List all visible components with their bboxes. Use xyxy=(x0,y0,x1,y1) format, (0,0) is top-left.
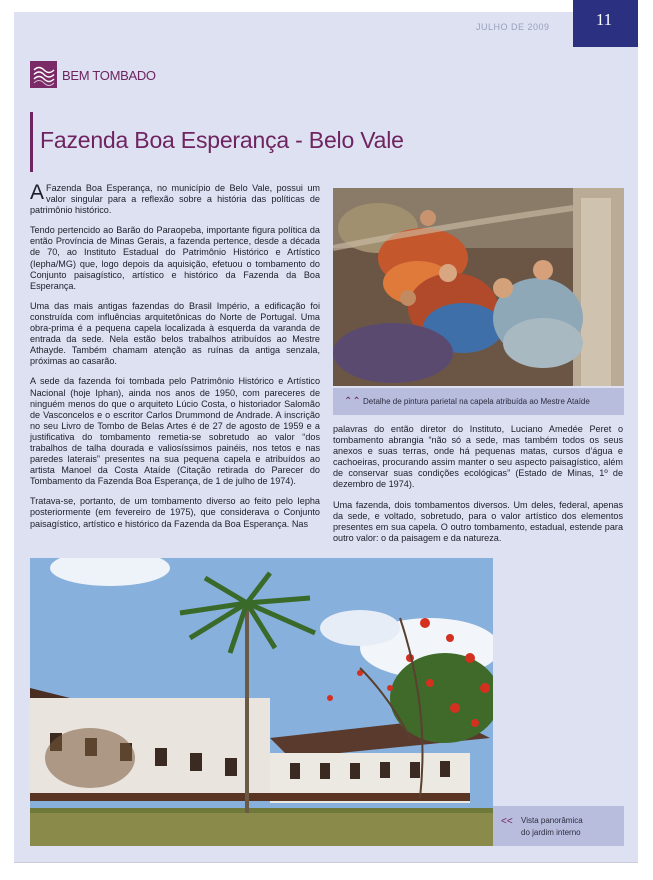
paragraph-2: Tendo pertencido ao Barão do Paraopeba, importante figura política da então Província de Minas Gerais, a fazenda pertence, desde a década de 70, ao Instituto Estadual do Patrimônio Histórico e Artístico (Iepha/MG) que, logo depois da aquisição, efetuou o tombamento do Conjunto paisagístico, artístico e histórico da Fazenda da Boa Esperança. xyxy=(30,225,320,291)
garden-caption-line-1: Vista panorâmica xyxy=(521,816,583,825)
painting-caption xyxy=(333,388,624,415)
paragraph-3: Uma das mais antigas fazendas do Brasil Império, a edificação foi construída com influências arquitetônicas do Norte de Portugal. Uma obra-prima é a pequena capela localizada à esquerda da varanda de entrada da sede. Nela estão belos trabalhos atribuídos ao Mestre Athayde. Também chamam atenção as ruínas da antiga senzala, próximas ao casarão. xyxy=(30,300,320,367)
garden-caption xyxy=(493,806,624,846)
double-chevron-left-icon: << xyxy=(501,816,513,827)
chapel-painting-photo xyxy=(333,188,624,386)
drop-cap: A xyxy=(30,181,45,204)
bem-tombado-logo-icon xyxy=(30,61,57,88)
garden-caption-text xyxy=(521,815,583,839)
article-title: Fazenda Boa Esperança - Belo Vale xyxy=(40,127,404,153)
garden-caption-line-2: do jardim interno xyxy=(521,828,581,837)
painting-caption-text: Detalhe de pintura parietal na capela atribuída ao Mestre Ataíde xyxy=(363,397,590,406)
paragraph-5: Tratava-se, portanto, de um tombamento diverso ao feito pelo Iepha posteriormente (em fevereiro de 1975), que considerava o Conjunto paisagístico, artístico e histórico da Fazenda da Boa Esperança. Nas xyxy=(30,496,320,529)
paragraph-6: palavras do então diretor do Instituto, Luciano Amedée Peret o tombamento abrangia “não só a sede, mas também todos os seus anexos e suas terras, onde há pequenas matas, cursos d’água e cachoeiras, procurando assim manter o seu aspecto paisagístico, além de conservar suas condições ecológicas” (Estado de Minas, 1º de dezembro de 1974). xyxy=(333,424,623,490)
paragraph-4: A sede da fazenda foi tombada pelo Patrimônio Histórico e Artístico Nacional (hoje Iphan), ainda nos anos de 1950, com pareceres de ninguém menos do que o arquiteto Lúcio Costa, o historiador Salomão de Vasconcelos e o escritor Carlos Drummond de Andrade. A inscrição no seu Livro de Tombo de Belas Artes é de 27 de agosto de 1959 e a justificativa do tombamento remetia-se sobretudo ao valor “dos trabalhos de talha dourada e valiosíssimos painéis, nos tetos e nas paredes laterais” presentes na sua pequena capela e atribuídos ao artista Manoel da Costa Ataíde (Citação retirada do Parecer do Tombamento da Fazenda Boa Esperança, de 1 de julho de 1974). xyxy=(30,376,320,487)
section-label: BEM TOMBADO xyxy=(62,68,156,83)
paragraph-7: Uma fazenda, dois tombamentos diversos. Um deles, federal, apenas da sede, e voltado, sobretudo, para o valor artístico dos elementos presentes em sua capela. O outro tombamento, estadual, estende para outro valor: o da paisagem e da natureza. xyxy=(333,499,623,543)
paragraph-1-text: Fazenda Boa Esperança, no município de Belo Vale, possui um valor singular para a reflexão sobre a história das políticas de patrimônio histórico. xyxy=(30,183,320,216)
article-column-left xyxy=(30,183,320,539)
page-number: 11 xyxy=(595,10,613,29)
paragraph-1 xyxy=(30,183,320,216)
article-column-right xyxy=(333,424,623,553)
double-chevron-up-icon: ⌃⌃ xyxy=(344,396,361,407)
page-bottom-rule xyxy=(14,862,638,863)
issue-date: JULHO DE 2009 xyxy=(476,22,550,32)
title-accent-bar xyxy=(30,112,33,172)
farm-panorama-photo xyxy=(30,558,493,846)
page-number-box xyxy=(573,0,638,47)
